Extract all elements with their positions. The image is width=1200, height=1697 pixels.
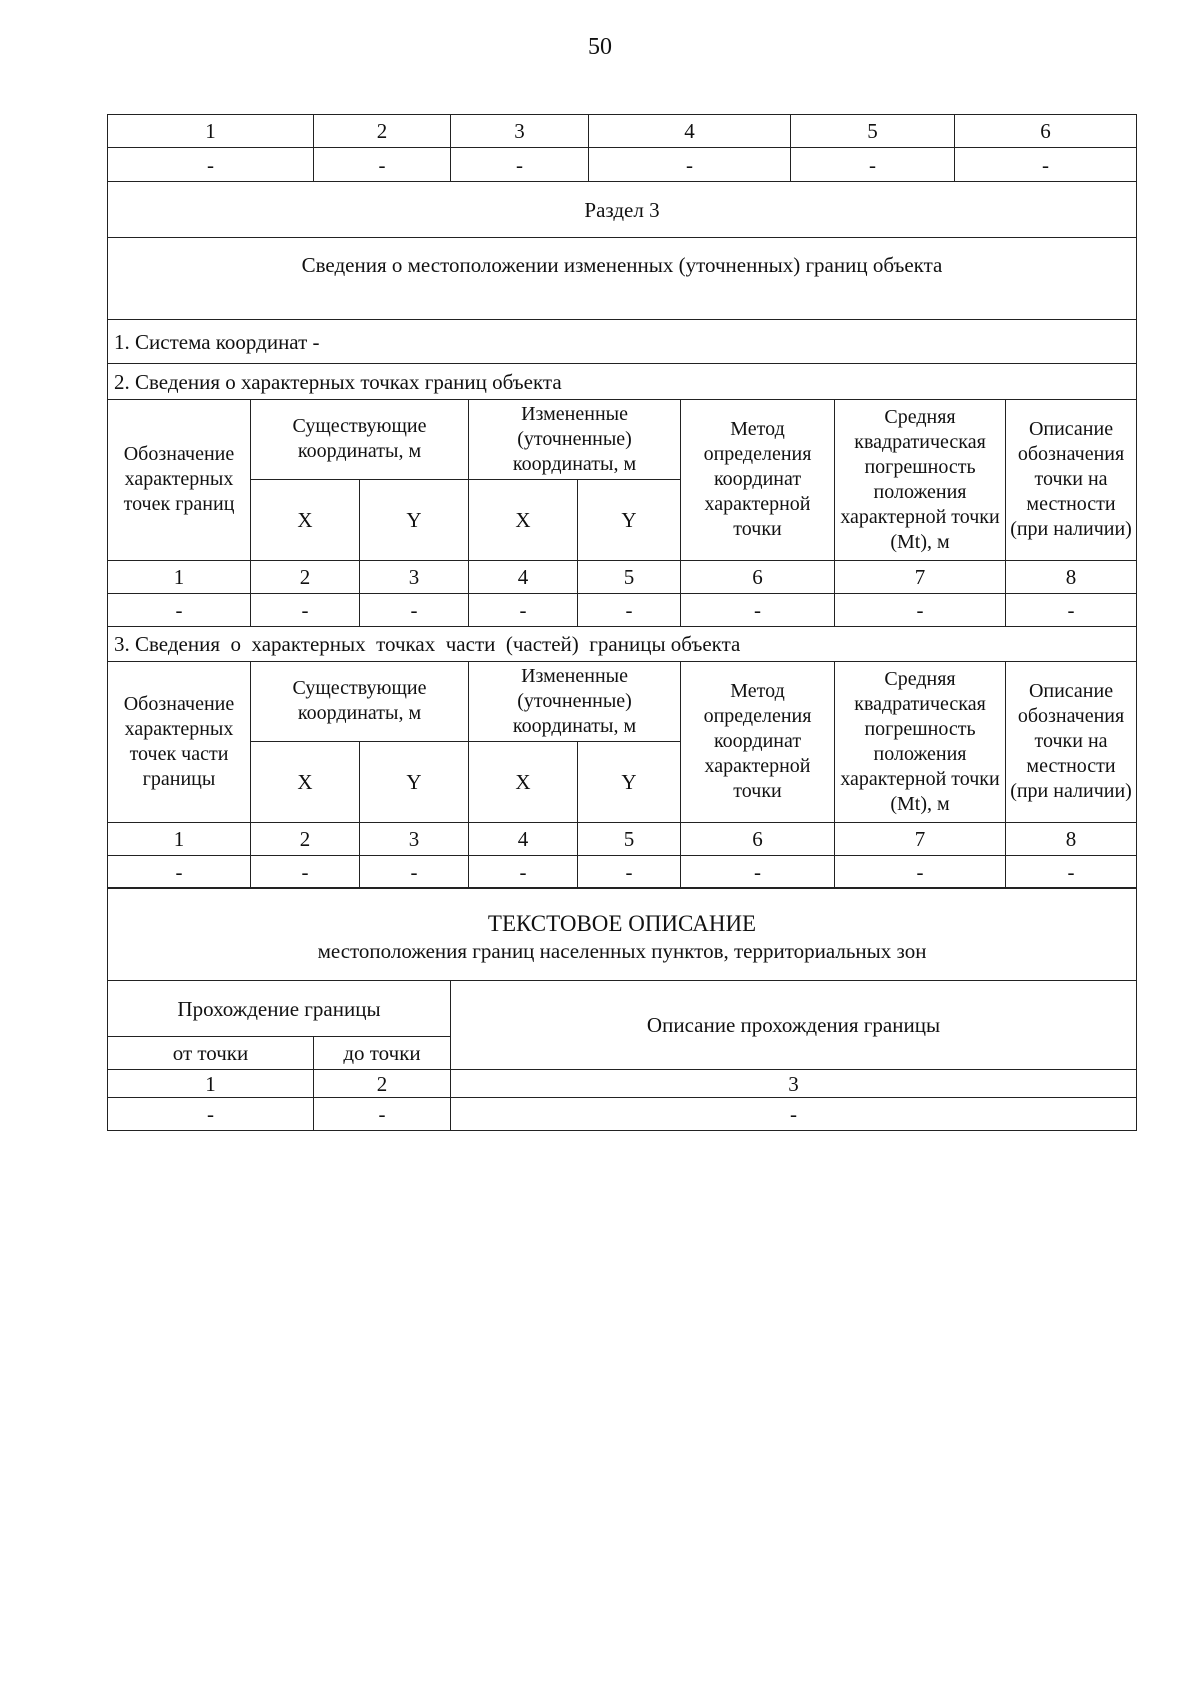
table-cell: - (451, 1098, 1137, 1131)
col-y: Y (578, 741, 681, 822)
column-number: 1 (108, 1070, 314, 1098)
col-from-point: от точки (108, 1037, 314, 1070)
col-passage: Прохождение границы (108, 981, 451, 1037)
col-existing-coordinates: Существующие координаты, м (251, 399, 469, 479)
column-number: 1 (108, 115, 314, 148)
col-x: X (251, 479, 360, 560)
column-number: 5 (578, 822, 681, 855)
text-description-header (108, 888, 1137, 981)
col-changed-coordinates: Измененные (уточненные) координаты, м (469, 399, 681, 479)
table-cell: - (360, 593, 469, 626)
column-number: 2 (251, 560, 360, 593)
col-method: Метод определения координат характерной точки (681, 399, 835, 560)
col-error: Средняя квадратическая погрешность положения характерной точки (Mt), м (835, 661, 1006, 822)
text-description-title: ТЕКСТОВОЕ ОПИСАНИЕ (487, 911, 757, 936)
document-form (107, 114, 1136, 1131)
table-row (108, 593, 1137, 626)
col-designation: Обозначение характерных точек части границы (108, 661, 251, 822)
table-row (108, 560, 1137, 593)
col-method: Метод определения координат характерной точки (681, 661, 835, 822)
table-cell: - (835, 593, 1006, 626)
col-x: X (469, 741, 578, 822)
column-number: 7 (835, 560, 1006, 593)
table-cell: - (451, 148, 589, 182)
column-number: 7 (835, 822, 1006, 855)
column-number: 6 (681, 560, 835, 593)
table-cell: - (314, 1098, 451, 1131)
page-number: 50 (588, 34, 612, 60)
table-cell: - (108, 855, 251, 888)
table-cell: - (681, 855, 835, 888)
column-number: 5 (791, 115, 955, 148)
column-number: 3 (451, 115, 589, 148)
points-section-title: 2. Сведения о характерных точках границ объекта (108, 364, 1137, 400)
col-designation: Обозначение характерных точек границ (108, 399, 251, 560)
col-y: Y (360, 479, 469, 560)
table-row (108, 1070, 1137, 1098)
column-number: 6 (681, 822, 835, 855)
table-row (108, 1098, 1137, 1131)
column-number: 6 (955, 115, 1137, 148)
table-row (108, 855, 1137, 888)
col-existing-coordinates: Существующие координаты, м (251, 661, 469, 741)
table-cell: - (589, 148, 791, 182)
continuation-table (107, 114, 1137, 400)
table-row (108, 115, 1137, 148)
column-number: 2 (251, 822, 360, 855)
table-cell: - (108, 1098, 314, 1131)
col-description: Описание обозначения точки на местности (при наличии) (1006, 661, 1137, 822)
column-number: 3 (360, 560, 469, 593)
table-cell: - (251, 593, 360, 626)
col-y: Y (360, 741, 469, 822)
table-cell: - (469, 593, 578, 626)
column-number: 4 (589, 115, 791, 148)
col-x: X (469, 479, 578, 560)
table-cell: - (1006, 855, 1137, 888)
table-row (108, 148, 1137, 182)
table-cell: - (681, 593, 835, 626)
column-number: 4 (469, 822, 578, 855)
col-to-point: до точки (314, 1037, 451, 1070)
table-cell: - (360, 855, 469, 888)
table-cell: - (1006, 593, 1137, 626)
text-description-table (107, 887, 1137, 1131)
table-cell: - (251, 855, 360, 888)
column-number: 4 (469, 560, 578, 593)
col-y: Y (578, 479, 681, 560)
coordinate-system: 1. Система координат - (108, 320, 1137, 364)
column-number: 1 (108, 822, 251, 855)
column-number: 1 (108, 560, 251, 593)
col-x: X (251, 741, 360, 822)
column-number: 5 (578, 560, 681, 593)
col-description: Описание обозначения точки на местности (при наличии) (1006, 399, 1137, 560)
table-cell: - (314, 148, 451, 182)
table-cell: - (578, 593, 681, 626)
section-subtitle: Сведения о местоположении измененных (уточненных) границ объекта (108, 238, 1137, 320)
table-cell: - (955, 148, 1137, 182)
table-row (108, 822, 1137, 855)
col-changed-coordinates: Измененные (уточненные) координаты, м (469, 661, 681, 741)
table-cell: - (108, 148, 314, 182)
section-title: Раздел 3 (108, 182, 1137, 238)
parts-section-title: 3. Сведения о характерных точках части (частей) границы объекта (108, 626, 1137, 661)
column-number: 3 (360, 822, 469, 855)
table-cell: - (835, 855, 1006, 888)
text-description-subtitle: местоположения границ населенных пунктов, территориальных зон (317, 939, 927, 963)
table-cell: - (791, 148, 955, 182)
table-cell: - (469, 855, 578, 888)
table-cell: - (578, 855, 681, 888)
column-number: 3 (451, 1070, 1137, 1098)
column-number: 2 (314, 115, 451, 148)
col-passage-description: Описание прохождения границы (451, 981, 1137, 1070)
points-table (107, 399, 1137, 889)
table-cell: - (108, 593, 251, 626)
column-number: 8 (1006, 560, 1137, 593)
column-number: 8 (1006, 822, 1137, 855)
column-number: 2 (314, 1070, 451, 1098)
col-error: Средняя квадратическая погрешность положения характерной точки (Mt), м (835, 399, 1006, 560)
